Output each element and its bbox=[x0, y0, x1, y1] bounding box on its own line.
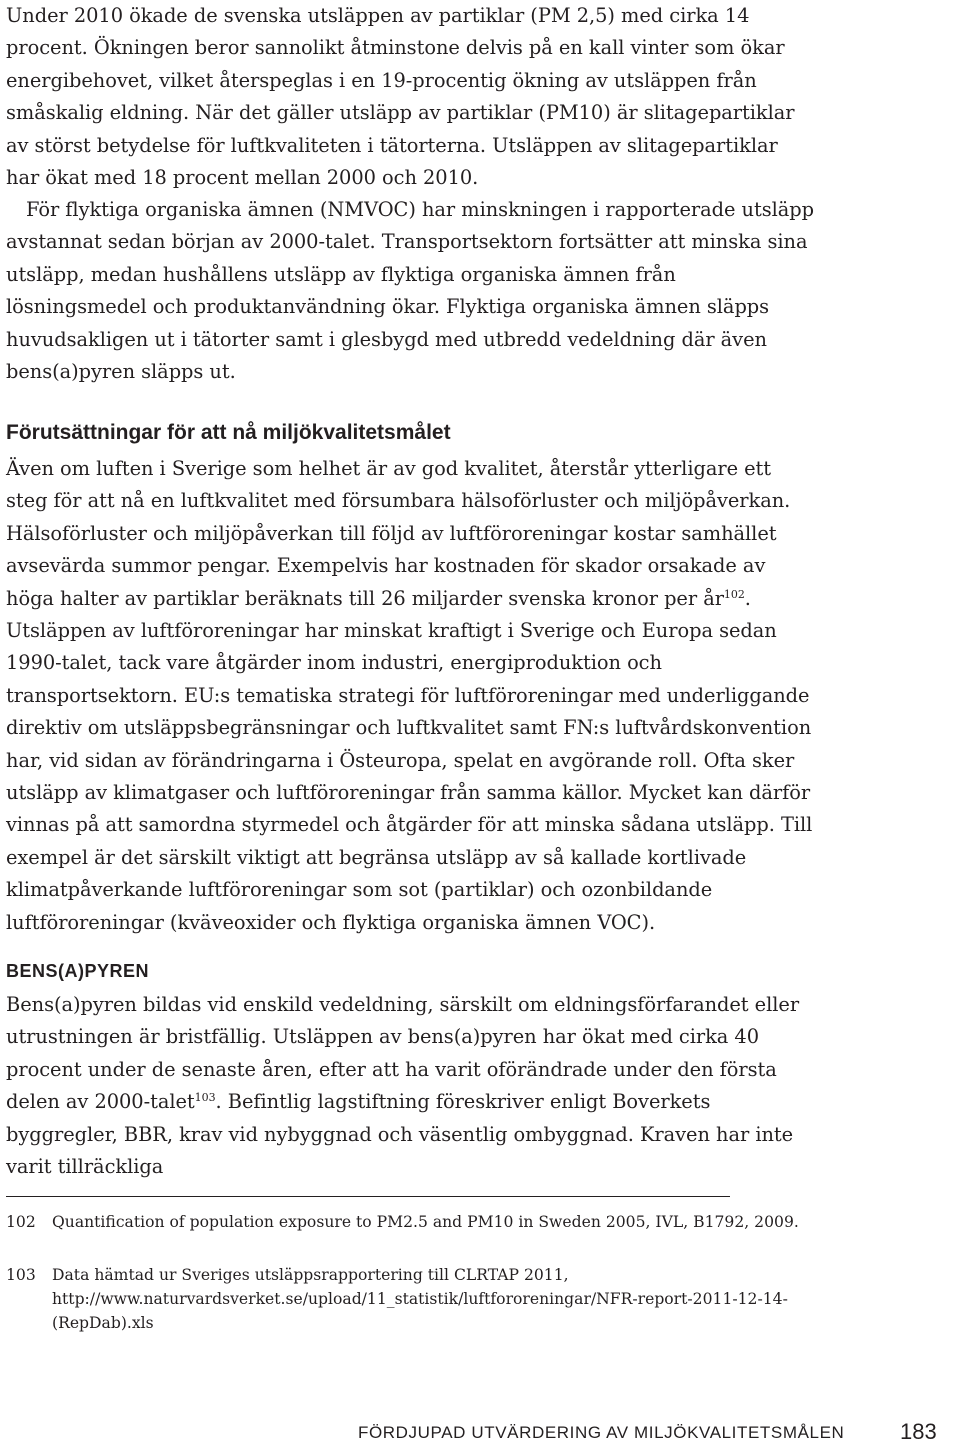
footnote-number: 103 bbox=[6, 1266, 36, 1284]
paragraph-text-part2: . Utsläppen av luftföroreningar har minskat kraftigt i Sverige och Europa sedan 1990-talet, tack vare åtgärder inom industri, energiproduktion och transportsektorn. EU:s tematiska strategi för luftföroreningar med underliggande direktiv om utsläppsbegränsningar och luftkvalitet samt FN:s luftvårdskonvention har, vid sidan av förändringarna i Östeuropa, spelat en avgörande roll. Ofta sker utsläpp av klimatgaser och luftföroreningar från samma källor. Mycket kan därför vinnas på att samordna styrmedel och åtgärder för att minska sådana utsläpp. Till exempel är det särskilt viktigt att begränsa utsläpp av så kallade kortlivade klimatpåverkande luftföroreningar som sot (partiklar) och ozonbildande luftföroreningar (kväveoxider och flyktiga organiska ämnen VOC). bbox=[6, 586, 813, 934]
paragraph-text-part2: . Befintlig lagstiftning föreskriver enligt Boverkets byggregler, BBR, krav vid nybyggnad och väsentlig ombyggnad. Kraven har inte varit tillräckliga bbox=[6, 1090, 794, 1179]
body-paragraph-particles bbox=[6, 0, 816, 194]
subsection-heading: BENS(A)PYREN bbox=[6, 961, 150, 981]
paragraph-text-part1: Även om luften i Sverige som helhet är av god kvalitet, återstår ytterligare ett steg för att nå en luftkvalitet med försumbara hälsoförluster och miljöpåverkan. Hälsoförluster och miljöpåverkan till följd av luftföroreningar kostar samhället avsevärda summor pengar. Exempelvis har kostnaden för skador orsakade av höga halter av partiklar beräknats till 26 miljarder svenska kronor per år bbox=[6, 457, 791, 610]
footnote-divider bbox=[6, 1196, 730, 1197]
footnote-103 bbox=[6, 1263, 818, 1335]
footnote-text: Quantification of population exposure to PM2.5 and PM10 in Sweden 2005, IVL, B1792, 2009. bbox=[52, 1213, 799, 1231]
subsection-paragraph bbox=[6, 989, 816, 1183]
section-paragraph bbox=[6, 453, 816, 939]
page-number: 183 bbox=[900, 1419, 937, 1444]
footnote-ref-102: 102 bbox=[723, 587, 745, 601]
paragraph-text: Under 2010 ökade de svenska utsläppen av partiklar (PM 2,5) med cirka 14 procent. Ökningen beror sannolikt åtminstone delvis på en kall vinter som ökar energibehovet, vilket återspeglas i en 19-procentig ökning av utsläppen från småskalig eldning. När det gäller utsläpp av partiklar (PM10) är slitagepartiklar av störst betydelse för luftkvaliteten i tätorterna. Utsläppen av slitagepartiklar har ökat med 18 procent mellan 2000 och 2010. bbox=[6, 4, 795, 190]
footnote-text: Data hämtad ur Sveriges utsläppsrapportering till CLRTAP 2011, http://www.naturvardsverket.se/upload/11_statistik/luftfororeningar/NFR-report-2011-12-14-(RepDab).xls bbox=[52, 1266, 788, 1332]
section-heading: Förutsättningar för att nå miljökvalitetsmålet bbox=[6, 421, 451, 444]
footnote-102 bbox=[6, 1210, 818, 1234]
footnote-number: 102 bbox=[6, 1213, 36, 1231]
paragraph-text-part1: Bens(a)pyren bildas vid enskild vedeldning, särskilt om eldningsförfarandet eller utrustningen är bristfällig. Utsläppen av bens(a)pyren har ökat med cirka 40 procent under de senaste åren, efter att ha varit oförändrade under den första delen av 2000-talet bbox=[6, 993, 800, 1114]
body-paragraph-nmvoc bbox=[6, 194, 816, 388]
paragraph-text: För flyktiga organiska ämnen (NMVOC) har minskningen i rapporterade utsläpp avstannat sedan början av 2000-talet. Transportsektorn fortsätter att minska sina utsläpp, medan hushållens utsläpp av flyktiga organiska ämnen från lösningsmedel och produktanvändning ökar. Flyktiga organiska ämnen släpps huvudsakligen ut i tätorter samt i glesbygd med utbredd vedeldning där även bens(a)pyren släpps ut. bbox=[6, 198, 814, 384]
running-footer-title: FÖRDJUPAD UTVÄRDERING AV MILJÖKVALITETSMÅLEN bbox=[358, 1423, 845, 1442]
footnote-ref-103: 103 bbox=[194, 1091, 216, 1105]
